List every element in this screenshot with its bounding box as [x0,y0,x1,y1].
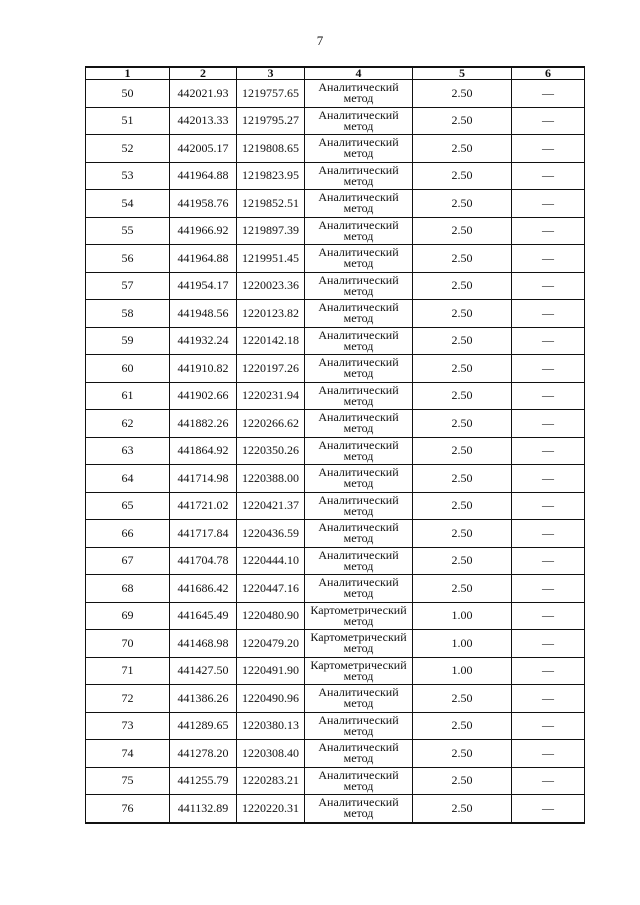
point-number-cell: 74 [86,740,170,768]
x-coordinate-cell: 441714.98 [170,465,237,493]
note-cell: — [512,190,585,218]
x-coordinate-cell: 441721.02 [170,492,237,520]
method-label-word: метод [343,723,374,738]
x-coordinate-cell: 441686.42 [170,575,237,603]
table-row [86,575,585,603]
note-cell: — [512,327,585,355]
note-cell: — [512,767,585,795]
table-row [86,630,585,658]
note-cell: — [512,437,585,465]
note-cell: — [512,520,585,548]
table-row [86,602,585,630]
note-cell: — [512,575,585,603]
method-cell [305,382,413,410]
x-coordinate-cell: 441964.88 [170,245,237,273]
note-cell: — [512,465,585,493]
method-cell [305,162,413,190]
method-label-word: метод [343,201,374,216]
table-row [86,547,585,575]
accuracy-cell: 2.50 [413,272,512,300]
accuracy-cell: 2.50 [413,382,512,410]
method-label: Аналитический [318,547,399,562]
method-label-word: метод [343,228,374,243]
point-number-cell: 55 [86,217,170,245]
point-number-cell: 75 [86,767,170,795]
table-row [86,190,585,218]
method-cell [305,190,413,218]
x-coordinate-cell: 441954.17 [170,272,237,300]
method-label: Аналитический [318,492,399,507]
note-cell: — [512,135,585,163]
accuracy-cell: 2.50 [413,300,512,328]
method-cell [305,217,413,245]
method-label: Аналитический [318,245,399,260]
column-header: 4 [305,67,413,80]
method-label: Аналитический [318,575,399,590]
method-label-word: метод [343,641,374,656]
x-coordinate-cell: 441966.92 [170,217,237,245]
method-cell [305,80,413,108]
x-coordinate-cell: 441289.65 [170,712,237,740]
note-cell: — [512,795,585,823]
y-coordinate-cell: 1220197.26 [237,355,305,383]
method-label: Аналитический [318,162,399,177]
method-label: Аналитический [318,135,399,150]
y-coordinate-cell: 1219897.39 [237,217,305,245]
method-cell [305,657,413,685]
note-cell: — [512,712,585,740]
note-cell: — [512,382,585,410]
note-cell: — [512,657,585,685]
method-label: Аналитический [318,107,399,122]
method-label: Аналитический [318,382,399,397]
accuracy-cell: 2.50 [413,685,512,713]
method-label-word: метод [343,393,374,408]
y-coordinate-cell: 1220436.59 [237,520,305,548]
x-coordinate-cell: 441958.76 [170,190,237,218]
accuracy-cell: 2.50 [413,437,512,465]
method-cell [305,575,413,603]
method-cell [305,630,413,658]
x-coordinate-cell: 441645.49 [170,602,237,630]
accuracy-cell: 1.00 [413,657,512,685]
y-coordinate-cell: 1220142.18 [237,327,305,355]
method-cell [305,327,413,355]
point-number-cell: 70 [86,630,170,658]
table-row [86,437,585,465]
point-number-cell: 67 [86,547,170,575]
x-coordinate-cell: 441882.26 [170,410,237,438]
method-label: Аналитический [318,80,399,95]
point-number-cell: 73 [86,712,170,740]
table-row [86,107,585,135]
table-row [86,685,585,713]
accuracy-cell: 2.50 [413,107,512,135]
point-number-cell: 52 [86,135,170,163]
y-coordinate-cell: 1220266.62 [237,410,305,438]
table-row [86,492,585,520]
table-row [86,162,585,190]
y-coordinate-cell: 1220490.96 [237,685,305,713]
y-coordinate-cell: 1220283.21 [237,767,305,795]
y-coordinate-cell: 1220421.37 [237,492,305,520]
method-label-word: метод [343,118,374,133]
method-cell [305,492,413,520]
x-coordinate-cell: 441386.26 [170,685,237,713]
point-number-cell: 51 [86,107,170,135]
note-cell: — [512,217,585,245]
note-cell: — [512,602,585,630]
note-cell: — [512,410,585,438]
note-cell: — [512,107,585,135]
method-label: Картометрический [310,657,407,672]
table-row [86,657,585,685]
accuracy-cell: 2.50 [413,245,512,273]
method-cell [305,272,413,300]
table-row [86,795,585,823]
method-label: Картометрический [310,630,407,645]
method-cell [305,107,413,135]
y-coordinate-cell: 1220444.10 [237,547,305,575]
method-label: Аналитический [318,712,399,727]
method-label-word: метод [343,476,374,491]
y-coordinate-cell: 1220220.31 [237,795,305,823]
x-coordinate-cell: 442013.33 [170,107,237,135]
point-number-cell: 65 [86,492,170,520]
point-number-cell: 66 [86,520,170,548]
table-row [86,520,585,548]
accuracy-cell: 2.50 [413,575,512,603]
method-label: Картометрический [310,602,407,617]
method-label: Аналитический [318,327,399,342]
point-number-cell: 62 [86,410,170,438]
accuracy-cell: 2.50 [413,190,512,218]
point-number-cell: 76 [86,795,170,823]
point-number-cell: 59 [86,327,170,355]
method-cell [305,712,413,740]
accuracy-cell: 2.50 [413,520,512,548]
method-cell [305,355,413,383]
column-header: 3 [237,67,305,80]
point-number-cell: 64 [86,465,170,493]
note-cell: — [512,162,585,190]
accuracy-cell: 2.50 [413,410,512,438]
method-label-word: метод [343,256,374,271]
table-row [86,767,585,795]
method-cell [305,767,413,795]
method-label: Аналитический [318,465,399,480]
method-label-word: метод [343,696,374,711]
method-cell [305,465,413,493]
y-coordinate-cell: 1220480.90 [237,602,305,630]
method-label-word: метод [343,778,374,793]
x-coordinate-cell: 441278.20 [170,740,237,768]
y-coordinate-cell: 1220491.90 [237,657,305,685]
method-cell [305,410,413,438]
method-label-word: метод [343,503,374,518]
point-number-cell: 54 [86,190,170,218]
method-cell [305,520,413,548]
y-coordinate-cell: 1219795.27 [237,107,305,135]
table-row [86,410,585,438]
accuracy-cell: 2.50 [413,80,512,108]
point-number-cell: 58 [86,300,170,328]
point-number-cell: 68 [86,575,170,603]
note-cell: — [512,355,585,383]
method-label-word: метод [343,806,374,821]
point-number-cell: 53 [86,162,170,190]
method-label: Аналитический [318,272,399,287]
point-number-cell: 63 [86,437,170,465]
method-cell [305,740,413,768]
note-cell: — [512,245,585,273]
accuracy-cell: 1.00 [413,630,512,658]
accuracy-cell: 2.50 [413,162,512,190]
table-row [86,245,585,273]
table-row [86,135,585,163]
x-coordinate-cell: 441132.89 [170,795,237,823]
table-row [86,382,585,410]
point-number-cell: 69 [86,602,170,630]
accuracy-cell: 2.50 [413,795,512,823]
table-row [86,740,585,768]
method-cell [305,602,413,630]
method-label-word: метод [343,421,374,436]
table-row [86,80,585,108]
method-cell [305,245,413,273]
method-label-word: метод [343,173,374,188]
x-coordinate-cell: 441704.78 [170,547,237,575]
accuracy-cell: 2.50 [413,217,512,245]
method-label-word: метод [343,668,374,683]
accuracy-cell: 2.50 [413,355,512,383]
point-number-cell: 61 [86,382,170,410]
x-coordinate-cell: 441910.82 [170,355,237,383]
accuracy-cell: 2.50 [413,327,512,355]
method-label: Аналитический [318,437,399,452]
y-coordinate-cell: 1220447.16 [237,575,305,603]
point-number-cell: 72 [86,685,170,713]
method-cell [305,685,413,713]
accuracy-cell: 2.50 [413,492,512,520]
x-coordinate-cell: 441932.24 [170,327,237,355]
y-coordinate-cell: 1220308.40 [237,740,305,768]
accuracy-cell: 2.50 [413,767,512,795]
y-coordinate-cell: 1220350.26 [237,437,305,465]
method-label: Аналитический [318,740,399,755]
x-coordinate-cell: 441255.79 [170,767,237,795]
x-coordinate-cell: 441964.88 [170,162,237,190]
x-coordinate-cell: 442005.17 [170,135,237,163]
method-cell [305,437,413,465]
y-coordinate-cell: 1220388.00 [237,465,305,493]
x-coordinate-cell: 441948.56 [170,300,237,328]
method-cell [305,135,413,163]
page-number: 7 [316,33,324,48]
method-label: Аналитический [318,190,399,205]
method-label: Аналитический [318,767,399,782]
method-cell [305,547,413,575]
note-cell: — [512,630,585,658]
note-cell: — [512,80,585,108]
accuracy-cell: 2.50 [413,712,512,740]
method-label: Аналитический [318,520,399,535]
method-label-word: метод [343,311,374,326]
point-number-cell: 71 [86,657,170,685]
y-coordinate-cell: 1219951.45 [237,245,305,273]
x-coordinate-cell: 442021.93 [170,80,237,108]
table-row [86,355,585,383]
x-coordinate-cell: 441864.92 [170,437,237,465]
y-coordinate-cell: 1220231.94 [237,382,305,410]
y-coordinate-cell: 1220023.36 [237,272,305,300]
column-header: 1 [86,67,170,80]
table-row [86,272,585,300]
point-number-cell: 60 [86,355,170,383]
table-row [86,300,585,328]
method-label: Аналитический [318,300,399,315]
note-cell: — [512,492,585,520]
method-label-word: метод [343,586,374,601]
column-header: 5 [413,67,512,80]
note-cell: — [512,272,585,300]
method-label-word: метод [343,613,374,628]
table-row [86,712,585,740]
table-row [86,465,585,493]
x-coordinate-cell: 441902.66 [170,382,237,410]
y-coordinate-cell: 1219757.65 [237,80,305,108]
note-cell: — [512,740,585,768]
y-coordinate-cell: 1220380.13 [237,712,305,740]
point-number-cell: 56 [86,245,170,273]
method-label-word: метод [343,366,374,381]
point-number-cell: 50 [86,80,170,108]
accuracy-cell: 2.50 [413,740,512,768]
method-label: Аналитический [318,795,399,810]
table-row [86,217,585,245]
note-cell: — [512,547,585,575]
accuracy-cell: 2.50 [413,547,512,575]
method-label-word: метод [343,531,374,546]
method-label-word: метод [343,751,374,766]
x-coordinate-cell: 441427.50 [170,657,237,685]
y-coordinate-cell: 1219808.65 [237,135,305,163]
y-coordinate-cell: 1219852.51 [237,190,305,218]
method-label: Аналитический [318,355,399,370]
method-label: Аналитический [318,410,399,425]
method-label-word: метод [343,91,374,106]
y-coordinate-cell: 1220479.20 [237,630,305,658]
column-header: 6 [512,67,585,80]
method-cell [305,795,413,823]
table-header-row [86,67,585,80]
point-number-cell: 57 [86,272,170,300]
method-label-word: метод [343,338,374,353]
method-label-word: метод [343,283,374,298]
note-cell: — [512,300,585,328]
column-header: 2 [170,67,237,80]
table-row [86,327,585,355]
method-label-word: метод [343,146,374,161]
x-coordinate-cell: 441468.98 [170,630,237,658]
method-label-word: метод [343,448,374,463]
x-coordinate-cell: 441717.84 [170,520,237,548]
y-coordinate-cell: 1219823.95 [237,162,305,190]
y-coordinate-cell: 1220123.82 [237,300,305,328]
method-label-word: метод [343,558,374,573]
coordinates-table [85,66,585,824]
accuracy-cell: 2.50 [413,135,512,163]
accuracy-cell: 2.50 [413,465,512,493]
note-cell: — [512,685,585,713]
method-cell [305,300,413,328]
accuracy-cell: 1.00 [413,602,512,630]
method-label: Аналитический [318,217,399,232]
method-label: Аналитический [318,685,399,700]
